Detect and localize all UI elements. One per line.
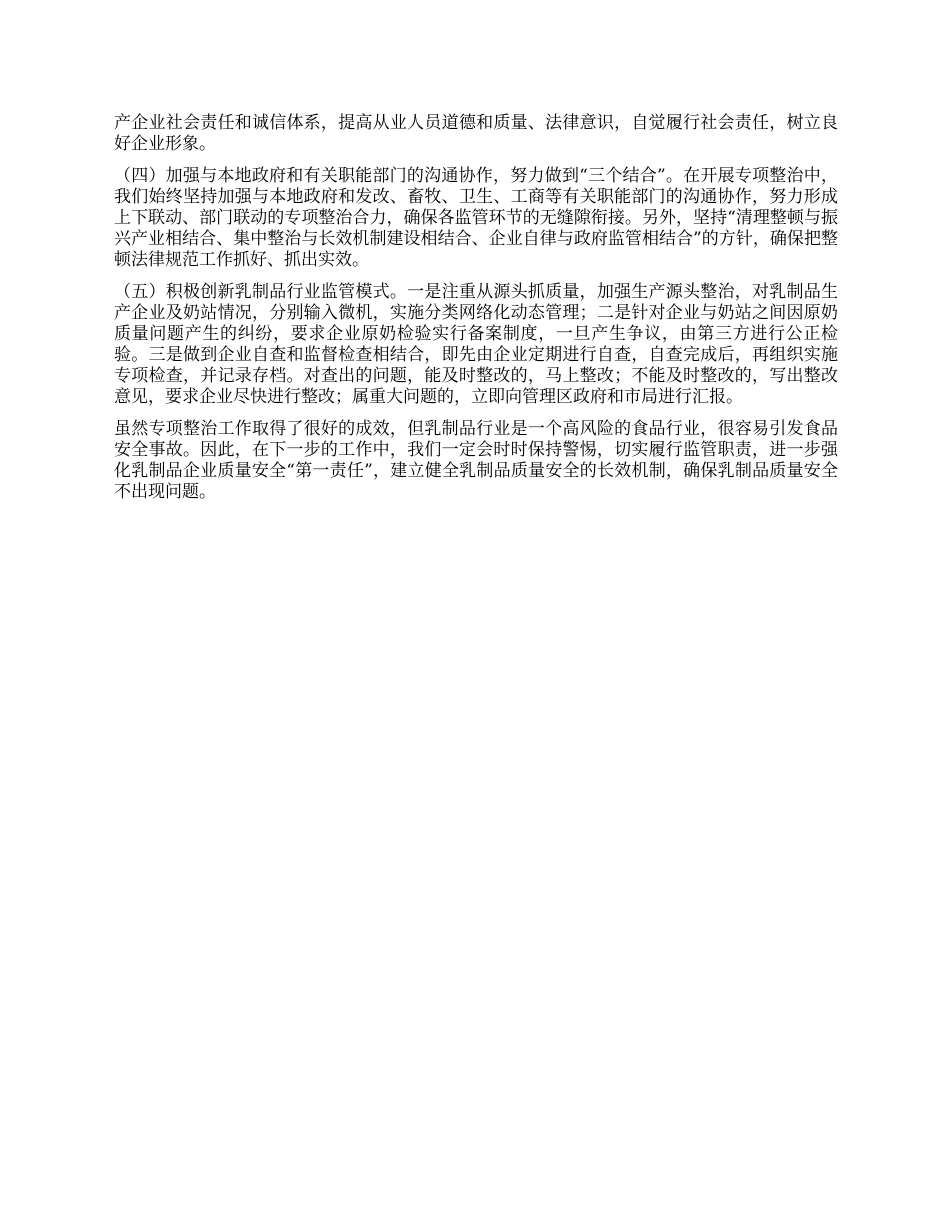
document-body [114, 113, 838, 514]
paragraph-conclusion: 虽然专项整治工作取得了很好的成效，但乳制品行业是一个高风险的食品行业，很容易引发食品安全事故。因此，在下一步的工作中，我们一定会时时保持警惕，切实履行监管职责，进一步强化乳制品企业质量安全“第一责任”，建立健全乳制品质量安全的长效机制，确保乳制品质量安全不出现问题。 [114, 419, 838, 502]
paragraph-social-responsibility: 产企业社会责任和诚信体系，提高从业人员道德和质量、法律意识，自觉履行社会责任，树立良好企业形象。 [114, 113, 838, 154]
paragraph-section-four: （四）加强与本地政府和有关职能部门的沟通协作，努力做到“三个结合”。在开展专项整治中，我们始终坚持加强与本地政府和发改、畜牧、卫生、工商等有关职能部门的沟通协作，努力形成上下联动、部门联动的专项整治合力，确保各监管环节的无缝隙衔接。另外，坚持“清理整顿与振兴产业相结合、集中整治与长效机制建设相结合、企业自律与政府监管相结合”的方针，确保把整顿法律规范工作抓好、抓出实效。 [114, 166, 838, 270]
paragraph-section-five: （五）积极创新乳制品行业监管模式。一是注重从源头抓质量，加强生产源头整治，对乳制品生产企业及奶站情况，分别输入微机，实施分类网络化动态管理；二是针对企业与奶站之间因原奶质量问题产生的纠纷，要求企业原奶检验实行备案制度，一旦产生争议，由第三方进行公正检验。三是做到企业自查和监督检查相结合，即先由企业定期进行自查，自查完成后，再组织实施专项检查，并记录存档。对查出的问题，能及时整改的，马上整改；不能及时整改的，写出整改意见，要求企业尽快进行整改；属重大问题的，立即向管理区政府和市局进行汇报。 [114, 282, 838, 407]
